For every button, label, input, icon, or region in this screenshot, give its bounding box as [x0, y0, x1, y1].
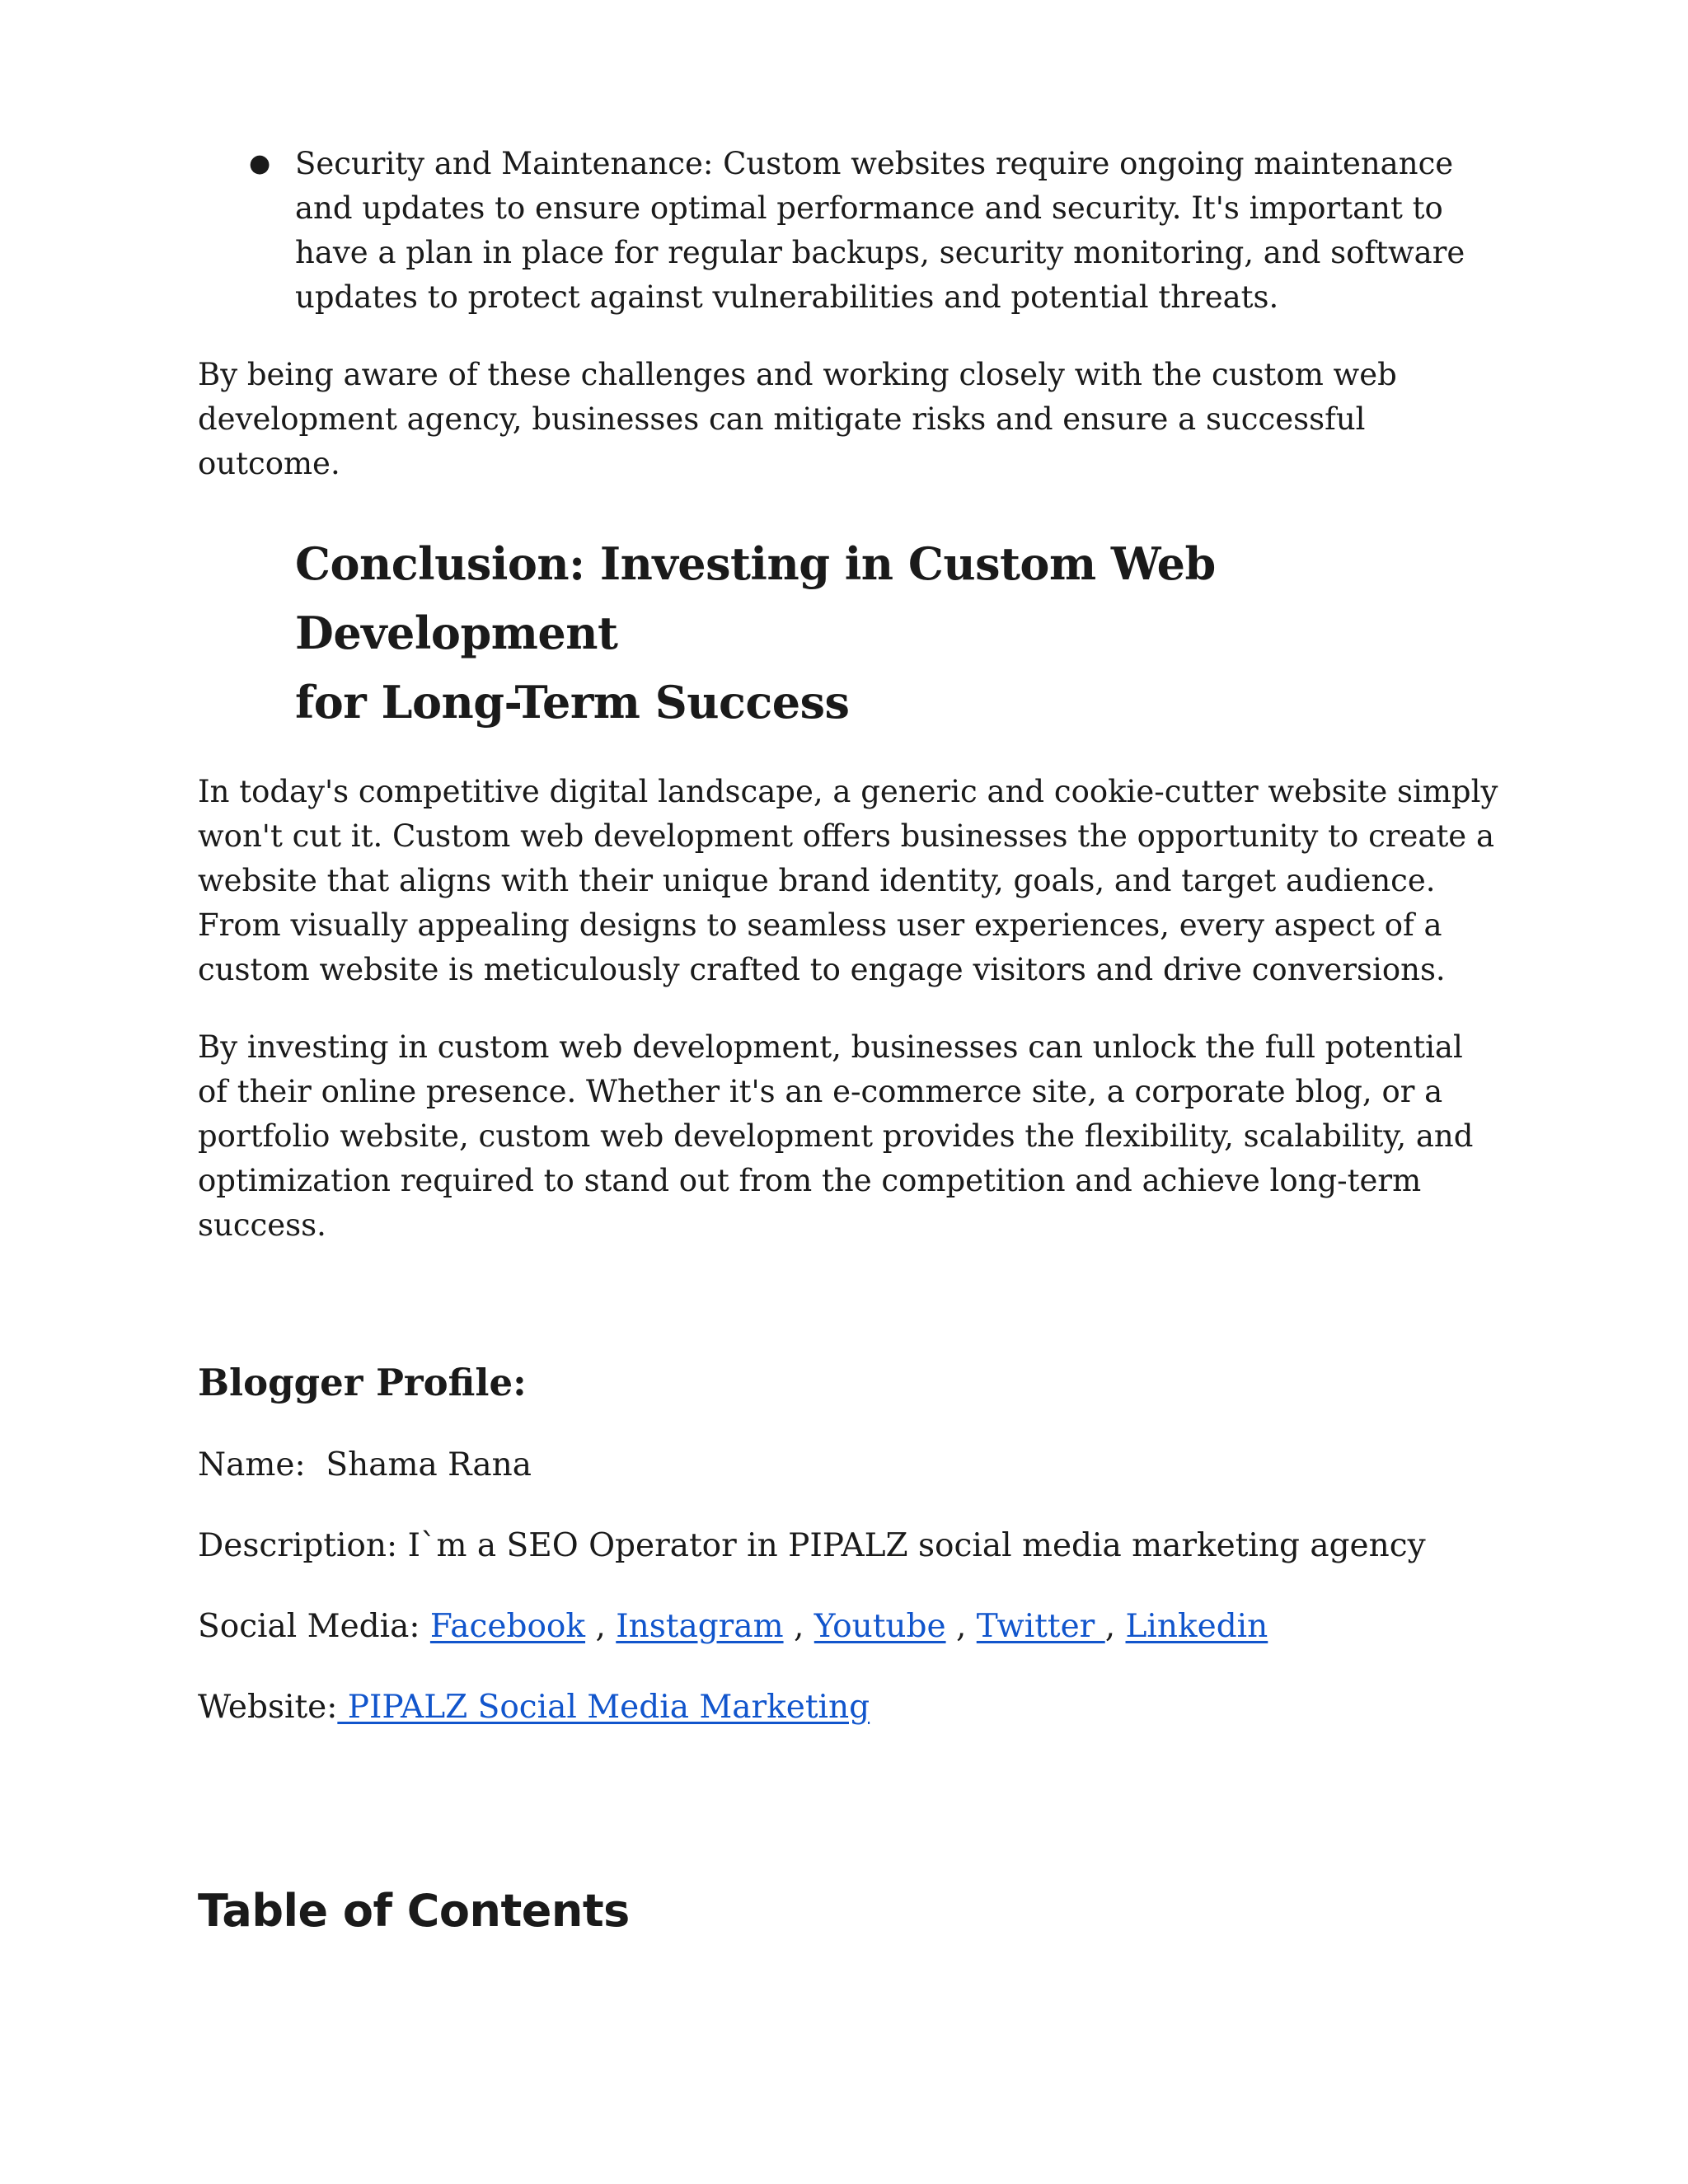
paragraph-challenges-summary: By being aware of these challenges and working closely with the custom web development agency, businesses can mitigate risks and ensure a successful outcome. — [198, 357, 1397, 481]
profile-description-value: I`m a SEO Operator in PIPALZ social media marketing agency — [407, 1527, 1426, 1564]
twitter-link[interactable]: Twitter — [976, 1608, 1105, 1645]
blogger-profile-heading: Blogger Profile: — [198, 1361, 527, 1404]
instagram-link[interactable]: Instagram — [616, 1608, 784, 1645]
profile-name-value: Shama Rana — [326, 1446, 532, 1483]
profile-name-label: Name: — [198, 1446, 306, 1483]
table-of-contents-heading: Table of Contents — [198, 1885, 630, 1937]
linkedin-link[interactable]: Linkedin — [1125, 1608, 1268, 1645]
bullet-dot-icon: ● — [249, 149, 271, 178]
conclusion-heading-line1: Conclusion: Investing in Custom Web Development — [295, 537, 1216, 659]
bullet-list — [198, 142, 1500, 320]
facebook-link[interactable]: Facebook — [429, 1608, 586, 1645]
website-link[interactable]: PIPALZ Social Media Marketing — [337, 1689, 870, 1726]
social-separator: , — [1104, 1608, 1126, 1645]
document-body — [198, 142, 1500, 1940]
conclusion-heading-line2: for Long-Term Success — [295, 676, 850, 729]
profile-website-label: Website: — [198, 1689, 338, 1726]
profile-name-line — [198, 1442, 1500, 1488]
social-separator: , — [783, 1608, 814, 1645]
social-separator: , — [945, 1608, 977, 1645]
profile-social-line — [198, 1604, 1500, 1650]
bullet-text: Security and Maintenance: Custom websites require ongoing maintenance and updates to ensure optimal performance and security. It's important to have a plan in place for regular backups, security monitoring, and software updates to protect against vulnerabilities and potential threats. — [295, 146, 1465, 315]
profile-social-label: Social Media: — [198, 1608, 420, 1645]
profile-description-line — [198, 1523, 1500, 1569]
paragraph-investing: By investing in custom web development, businesses can unlock the full potential of their online presence. Whether it's an e-commerce site, a corporate blog, or a portfolio website, custom web development provides the flexibility, scalability, and optimization required to stand out from the competition and achieve long-term success. — [198, 1029, 1474, 1243]
profile-description-label: Description: — [198, 1527, 398, 1564]
social-separator: , — [585, 1608, 617, 1645]
bullet-item-security — [198, 142, 1500, 320]
youtube-link[interactable]: Youtube — [814, 1608, 946, 1645]
conclusion-heading — [295, 529, 1500, 737]
paragraph-digital-landscape: In today's competitive digital landscape, a generic and cookie-cutter website simply won't cut it. Custom web development offers businesses the opportunity to create a website that aligns with their unique brand identity, goals, and target audience. From visually appealing designs to seamless user experiences, every aspect of a custom website is meticulously crafted to engage visitors and drive conversions. — [198, 774, 1498, 987]
profile-website-line — [198, 1685, 1500, 1731]
